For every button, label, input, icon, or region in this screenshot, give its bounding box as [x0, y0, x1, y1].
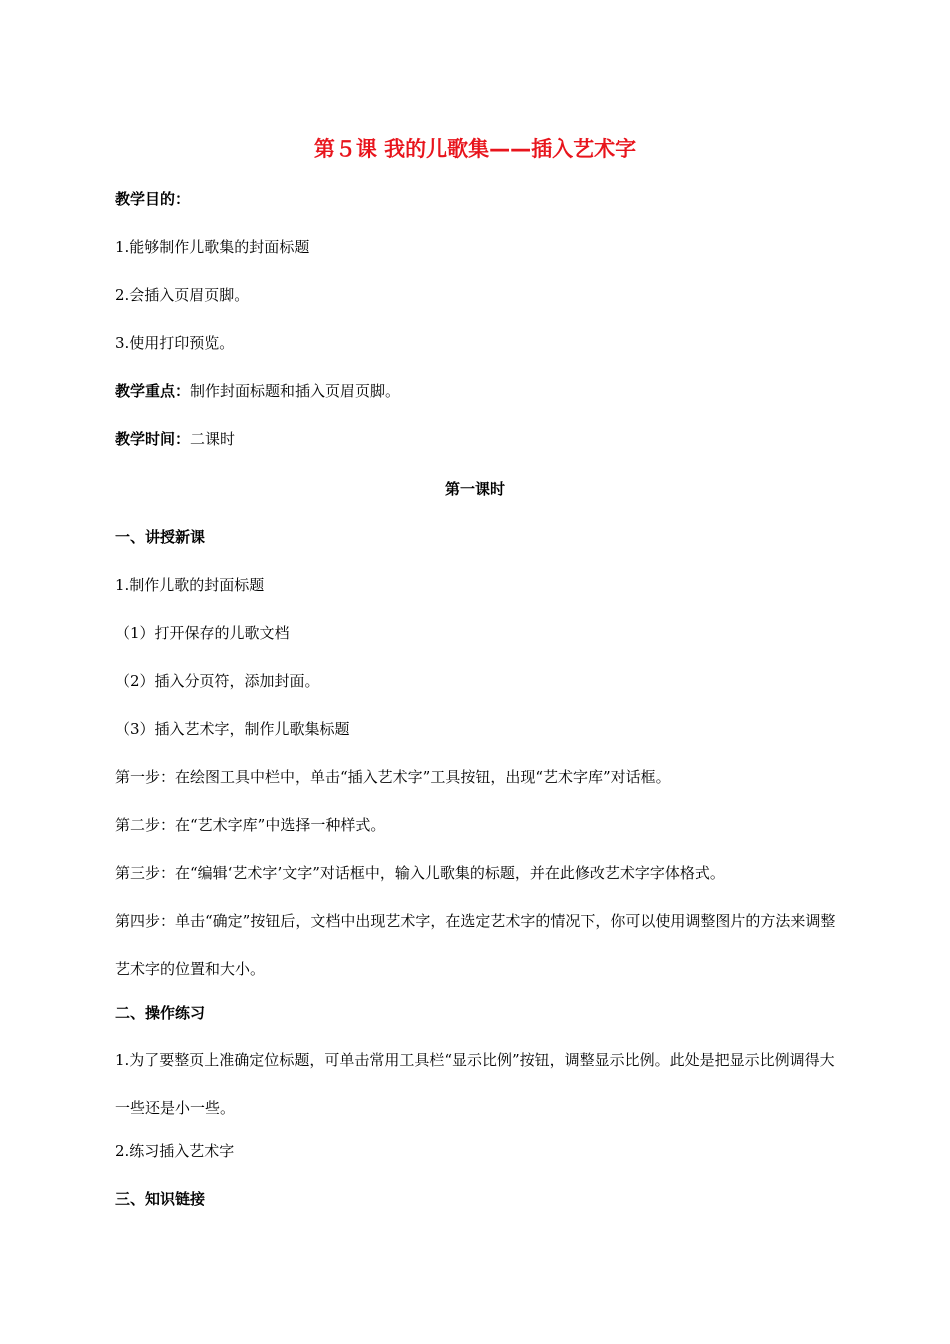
section-1-item-1: 1.制作儿歌的封面标题 [115, 576, 265, 594]
page-title: 第５课 我的儿歌集——插入艺术字 [313, 137, 637, 161]
step-1: 第一步：在绘图工具中栏中，单击“插入艺术字”工具按钮，出现“艺术字库”对话框。 [115, 768, 671, 786]
objective-item-2: 2.会插入页眉页脚。 [115, 286, 250, 304]
practice-item-2: 2.练习插入艺术字 [115, 1142, 235, 1160]
key-points [115, 380, 400, 402]
step-2: 第二步：在“艺术字库”中选择一种样式。 [115, 816, 386, 834]
teaching-time-label: 教学时间： [115, 430, 191, 448]
step-4: 第四步：单击“确定”按钮后，文档中出现艺术字，在选定艺术字的情况下，你可以使用调整图片的方法来调整艺术字的位置和大小。 [115, 912, 836, 978]
step-3: 第三步：在“编辑‘艺术字’文字”对话框中，输入儿歌集的标题，并在此修改艺术字字体格式。 [115, 864, 725, 882]
lesson-1-heading: 第一课时 [444, 480, 505, 498]
subitem-1: （1）打开保存的儿歌文档 [115, 624, 290, 642]
practice-item-1: 1.为了要整页上准确定位标题，可单击常用工具栏“显示比例”按钮，调整显示比例。此处是把显示比例调得大一些还是小一些。 [115, 1051, 835, 1117]
key-points-label: 教学重点： [115, 382, 191, 400]
objective-item-1: 1.能够制作儿歌集的封面标题 [115, 238, 310, 256]
teaching-time [115, 428, 235, 450]
section-2-heading: 二、操作练习 [115, 1004, 206, 1022]
section-3-heading: 三、知识链接 [115, 1190, 206, 1208]
section-1-heading: 一、讲授新课 [115, 528, 206, 546]
subitem-3: （3）插入艺术字，制作儿歌集标题 [115, 720, 350, 738]
teaching-time-text: 二课时 [190, 430, 236, 448]
objectives-label: 教学目的： [115, 190, 191, 208]
key-points-text: 制作封面标题和插入页眉页脚。 [190, 382, 401, 400]
objective-item-3: 3.使用打印预览。 [115, 334, 235, 352]
subitem-2: （2）插入分页符，添加封面。 [115, 672, 320, 690]
